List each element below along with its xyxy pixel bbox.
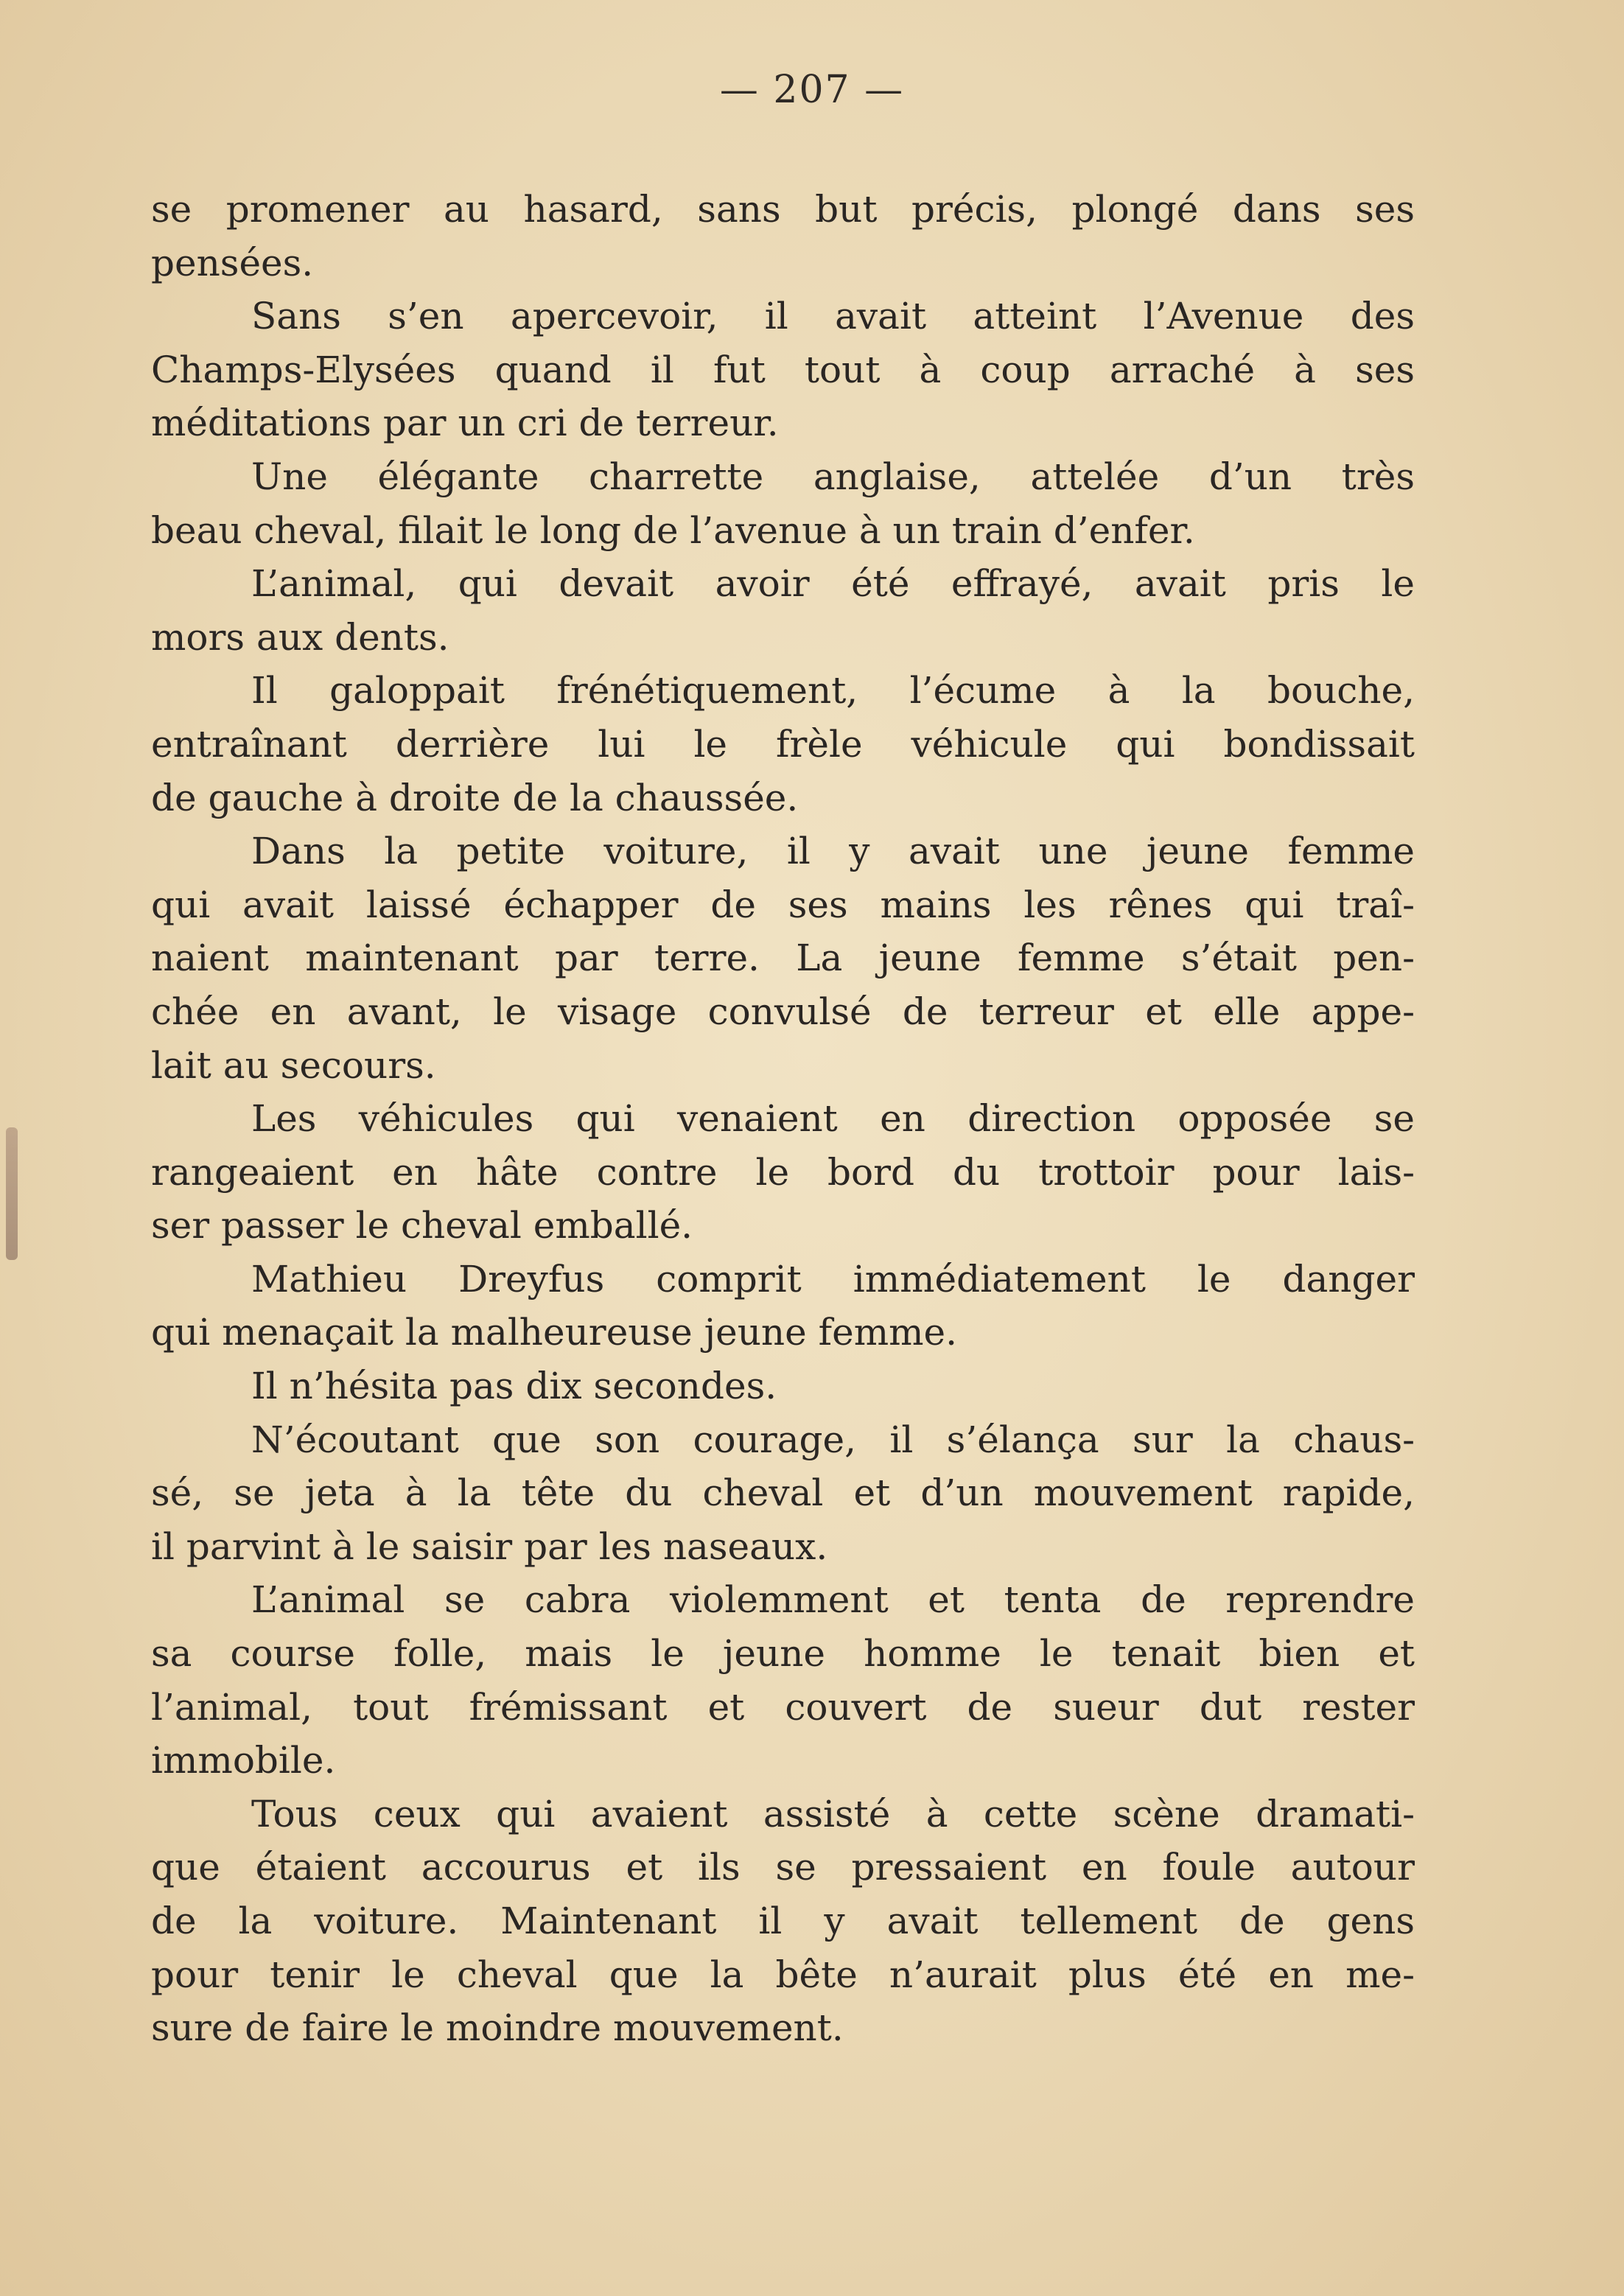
text-line: méditations par un cri de terreur.	[151, 402, 779, 445]
text-line: sure de faire le moindre mouvement.	[151, 2006, 844, 2050]
body-text	[151, 183, 1415, 2055]
text-line: ser passer le cheval emballé.	[151, 1204, 693, 1247]
text-line: entraînant derrière lui le frèle véhicule qui bondissait	[151, 722, 1415, 766]
text-line: chée en avant, le visage convulsé de terreur et elle appe-	[151, 990, 1415, 1033]
binding-stain	[6, 1127, 18, 1260]
text-line: immobile.	[151, 1739, 336, 1782]
text-line: Tous ceux qui avaient assisté à cette scène dramati-	[251, 1792, 1415, 1835]
text-line: Les véhicules qui venaient en direction opposée se	[251, 1097, 1415, 1141]
text-line: pour tenir le cheval que la bête n’aurait plus été en me-	[151, 1953, 1415, 1996]
text-line: beau cheval, filait le long de l’avenue à un train d’enfer.	[151, 508, 1195, 552]
text-line: rangeaient en hâte contre le bord du trottoir pour lais-	[151, 1150, 1415, 1194]
text-line: Il n’hésita pas dix secondes.	[251, 1365, 777, 1408]
text-line: que étaient accourus et ils se pressaient en foule autour	[151, 1846, 1415, 1889]
text-line: N’écoutant que son courage, il s’élança sur la chaus-	[251, 1418, 1415, 1461]
text-line: naient maintenant par terre. La jeune femme s’était pen-	[151, 937, 1415, 980]
text-line: qui avait laissé échapper de ses mains les rênes qui traî-	[151, 883, 1415, 926]
text-line: Sans s’en apercevoir, il avait atteint l’Avenue des	[251, 295, 1415, 338]
page-number: — 207 —	[719, 68, 905, 112]
text-line: L’animal se cabra violemment et tenta de reprendre	[251, 1578, 1415, 1622]
text-line: L’animal, qui devait avoir été effrayé, avait pris le	[251, 562, 1415, 606]
text-line: Champs-Elysées quand il fut tout à coup arraché à ses	[151, 348, 1415, 391]
text-line: Dans la petite voiture, il y avait une jeune femme	[251, 830, 1415, 873]
text-line: Une élégante charrette anglaise, attelée d’un très	[251, 455, 1415, 498]
text-line: Mathieu Dreyfus comprit immédiatement le danger	[251, 1257, 1415, 1301]
text-line: lait au secours.	[151, 1043, 436, 1087]
text-line: de gauche à droite de la chaussée.	[151, 776, 799, 819]
text-line: sé, se jeta à la tête du cheval et d’un mouvement rapide,	[151, 1471, 1415, 1515]
text-line: mors aux dents.	[151, 615, 449, 659]
text-line: il parvint à le saisir par les naseaux.	[151, 1525, 828, 1568]
text-line: Il galoppait frénétiquement, l’écume à la bouche,	[251, 669, 1415, 713]
text-line: de la voiture. Maintenant il y avait tellement de gens	[151, 1900, 1415, 1942]
text-line: pensées.	[151, 241, 314, 284]
text-line: se promener au hasard, sans but précis, plongé dans ses	[151, 188, 1415, 231]
text-line: l’animal, tout frémissant et couvert de sueur dut rester	[151, 1685, 1415, 1729]
text-line: sa course folle, mais le jeune homme le tenait bien et	[151, 1632, 1415, 1676]
text-line: qui menaçait la malheureuse jeune femme.	[151, 1311, 958, 1354]
